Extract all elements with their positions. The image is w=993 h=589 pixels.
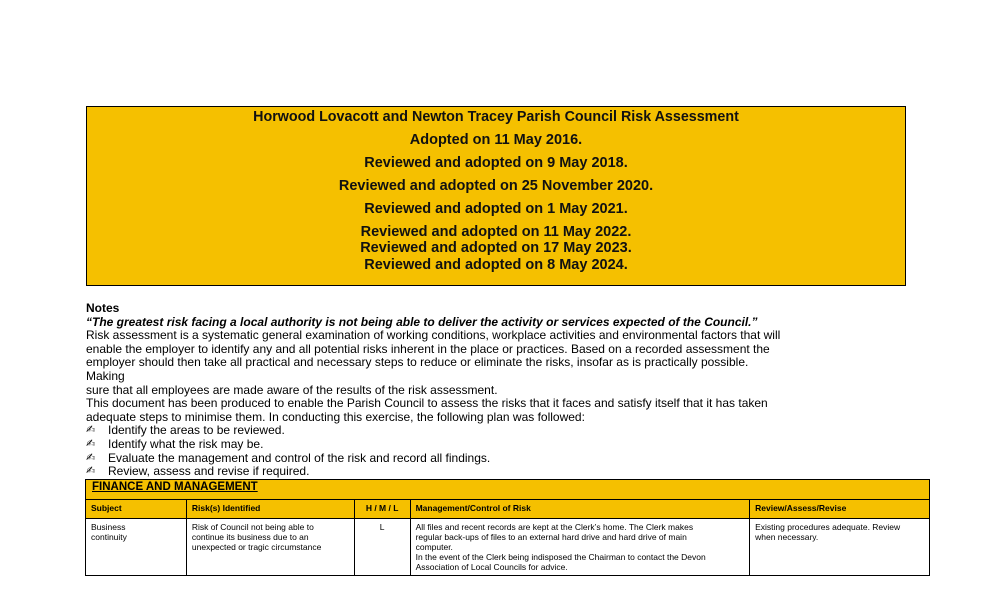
list-item-text: Evaluate the management and control of the risk and record all findings.: [108, 450, 491, 465]
list-item: [86, 438, 786, 452]
cell-line: continue its business due to an: [191, 532, 309, 542]
cell-risk: [186, 519, 354, 576]
text-line: enable the employer to identify any and all potential risks inherent in the place or practices. Based on a recorded assessment the: [86, 341, 770, 356]
writing-hand-icon: ✍: [86, 437, 96, 450]
document-title: Horwood Lovacott and Newton Tracey Parish Council Risk Assessment: [253, 109, 739, 125]
cell-line: continuity: [91, 532, 127, 542]
cell-line: regular back-ups of files to an external hard drive and hard drive of main: [415, 532, 687, 542]
cell-line: In the event of the Clerk being indisposed the Chairman to contact the Devon: [415, 552, 706, 562]
notes-quote: “The greatest risk facing a local authority is not being able to deliver the activity or services expected of the Council.”: [86, 314, 758, 329]
column-header-management: Management/Control of Risk: [410, 500, 750, 519]
text-line: adequate steps to minimise them. In conducting this exercise, the following plan was followed:: [86, 409, 585, 424]
adopted-date: Adopted on 11 May 2016.: [409, 132, 583, 148]
review-date: Reviewed and adopted on 1 May 2021.: [364, 201, 628, 217]
title-box: [86, 106, 906, 286]
column-header-subject: Subject: [86, 500, 187, 519]
cell-line: when necessary.: [755, 532, 819, 542]
list-item-text: Identify the areas to be reviewed.: [108, 423, 285, 438]
section-header-row: [86, 480, 930, 500]
plan-list: [86, 424, 786, 478]
cell-line: Business: [91, 522, 126, 532]
review-date: Reviewed and adopted on 25 November 2020.: [338, 178, 654, 194]
list-item: [86, 452, 786, 466]
section-title-cell: [86, 480, 930, 500]
text-line: This document has been produced to enable the Parish Council to assess the risks that it faces and satisfy itself that it has taken: [86, 396, 768, 411]
finance-management-table: [85, 479, 930, 576]
column-header-row: [86, 500, 930, 519]
text-line: employer should then take all practical and necessary steps to reduce or eliminate the risks, insofar as is practically possible. Making: [86, 355, 749, 383]
column-header-risks: Risk(s) Identified: [186, 500, 354, 519]
writing-hand-icon: ✍: [86, 465, 96, 478]
column-header-level: H / M / L: [354, 500, 410, 519]
writing-hand-icon: ✍: [86, 451, 96, 464]
column-header-review: Review/Assess/Revise: [750, 500, 930, 519]
cell-line: All files and recent records are kept at the Clerk’s home. The Clerk makes: [415, 522, 694, 532]
cell-management: [410, 519, 750, 576]
review-date: Reviewed and adopted on 11 May 2022.: [360, 224, 632, 240]
list-item-text: Identify what the risk may be.: [108, 436, 264, 451]
notes-section: [86, 302, 786, 479]
cell-line: Risk of Council not being able to: [191, 522, 314, 532]
cell-subject: [86, 519, 187, 576]
cell-line: Existing procedures adequate. Review: [755, 522, 901, 532]
notes-heading: Notes: [86, 301, 120, 315]
writing-hand-icon: ✍: [86, 424, 96, 437]
review-date: Reviewed and adopted on 8 May 2024.: [364, 257, 628, 273]
review-date: Reviewed and adopted on 9 May 2018.: [364, 155, 628, 171]
text-line: Risk assessment is a systematic general examination of working conditions, workplace activities and environmental factors that will: [86, 328, 781, 343]
cell-line: computer.: [415, 542, 453, 552]
cell-line: unexpected or tragic circumstance: [191, 542, 322, 552]
section-title: FINANCE AND MANAGEMENT: [92, 481, 258, 493]
list-item: [86, 424, 786, 438]
notes-paragraph-2: [86, 397, 786, 424]
notes-paragraph-1: [86, 329, 786, 397]
text-line: sure that all employees are made aware of the results of the risk assessment.: [86, 382, 498, 397]
review-date: Reviewed and adopted on 17 May 2023.: [360, 240, 632, 256]
cell-level: L: [354, 519, 410, 576]
table-row: [86, 519, 930, 576]
list-item: [86, 465, 786, 479]
cell-line: Association of Local Councils for advice.: [415, 562, 568, 572]
cell-review: [750, 519, 930, 576]
list-item-text: Review, assess and revise if required.: [108, 464, 310, 479]
